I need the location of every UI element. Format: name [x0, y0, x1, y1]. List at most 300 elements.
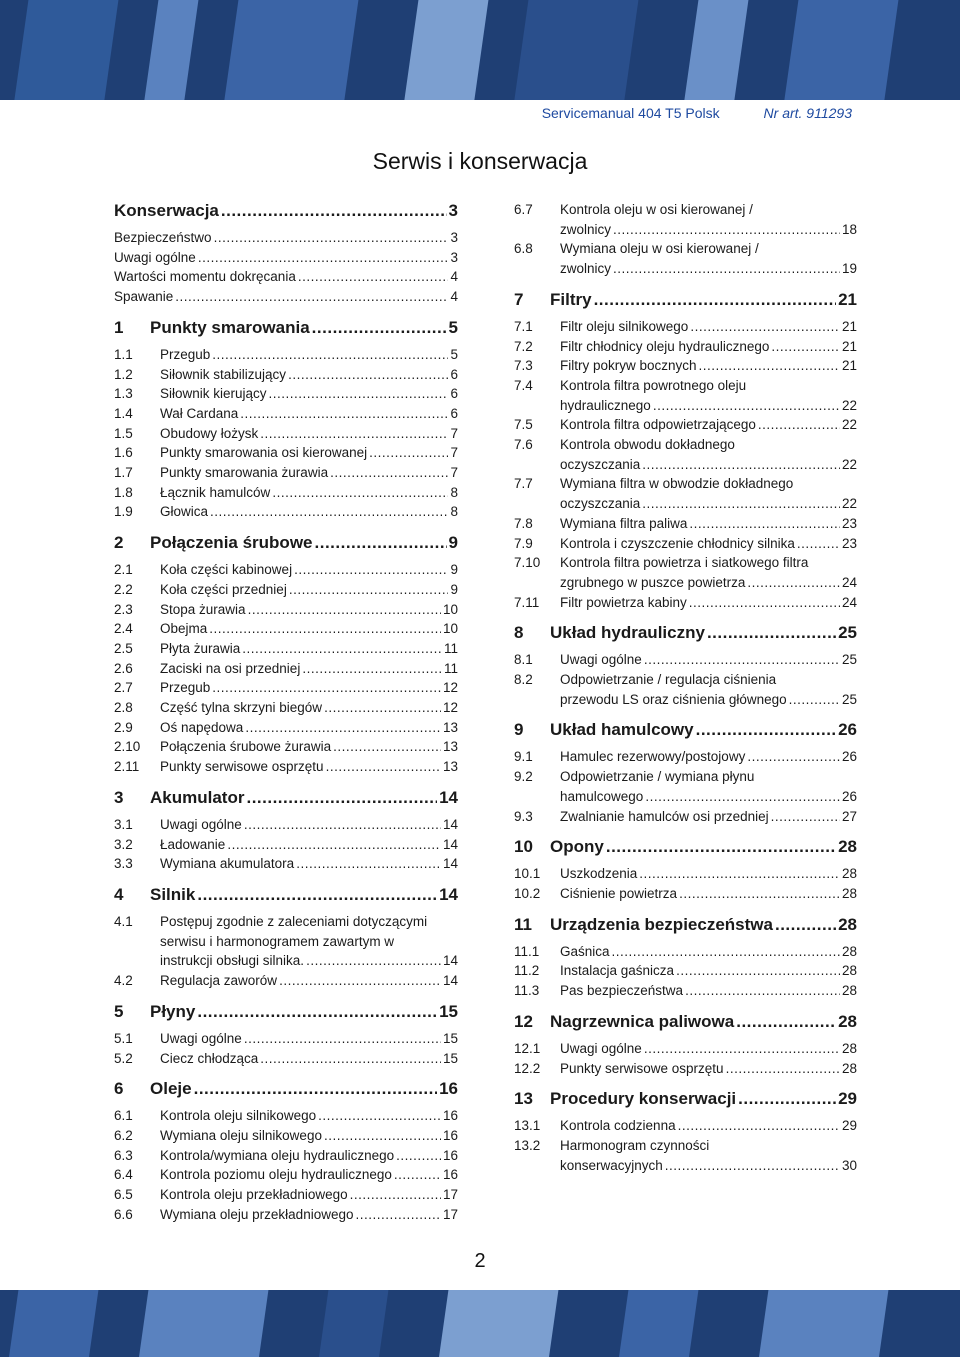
toc-heading[interactable] — [114, 787, 458, 809]
toc-title: Filtry pokryw bocznych — [560, 358, 697, 374]
toc-entry[interactable] — [514, 747, 857, 767]
toc-entry[interactable] — [514, 884, 857, 904]
toc-title: konserwacyjnych — [560, 1157, 663, 1173]
dot-leader — [288, 365, 448, 385]
toc-entry[interactable] — [114, 1049, 458, 1069]
toc-page-number: 14 — [442, 953, 458, 969]
dot-leader — [707, 622, 836, 644]
band-stripe — [0, 1290, 104, 1357]
toc-page-number: 16 — [442, 1108, 458, 1124]
toc-page-number: 28 — [841, 943, 857, 959]
toc-entry[interactable] — [514, 1116, 857, 1136]
band-stripe — [606, 1290, 704, 1357]
toc-entry[interactable] — [514, 1136, 857, 1175]
toc-entry[interactable] — [114, 737, 458, 757]
toc-title: Punkty smarowania osi kierowanej — [160, 445, 368, 461]
toc-title: Zwalnianie hamulców osi przedniej — [560, 808, 769, 824]
toc-number: 2.2 — [114, 581, 133, 597]
toc-page-number: 23 — [841, 535, 857, 551]
toc-number: 6.3 — [114, 1147, 133, 1163]
toc-number: 13.2 — [514, 1137, 541, 1153]
toc-number: 6.1 — [114, 1108, 133, 1124]
toc-entry[interactable] — [114, 1106, 458, 1126]
toc-heading[interactable] — [114, 1078, 458, 1100]
toc-entry[interactable] — [114, 443, 458, 463]
dot-leader — [324, 1126, 441, 1146]
toc-entry[interactable] — [114, 835, 458, 855]
toc-number: 11.3 — [514, 983, 540, 999]
toc-entry[interactable] — [114, 1185, 458, 1205]
toc-heading[interactable] — [514, 622, 857, 644]
dot-leader — [676, 961, 840, 981]
toc-entry[interactable] — [514, 670, 857, 709]
toc-number: 1.3 — [114, 386, 133, 402]
dot-leader — [775, 914, 836, 936]
toc-title-line: serwisu i harmonogramem zawartym w — [160, 933, 395, 949]
toc-title: Uwagi ogólne — [114, 249, 196, 265]
toc-page-number: 24 — [841, 574, 857, 590]
toc-page-number: 12 — [442, 700, 458, 716]
toc-number: 6.4 — [114, 1167, 133, 1183]
toc-page-number: 3 — [450, 230, 458, 245]
toc-title: Przegub — [160, 680, 211, 696]
toc-title: Ciśnienie powietrza — [560, 885, 678, 901]
dot-leader — [396, 1146, 441, 1166]
toc-entry[interactable] — [114, 287, 458, 307]
toc-entry[interactable] — [114, 365, 458, 385]
toc-page-number: 10 — [442, 601, 458, 617]
toc-page-number: 7 — [450, 465, 458, 481]
toc-right-column — [514, 200, 857, 1175]
dot-leader — [269, 384, 449, 404]
band-stripe — [746, 1290, 894, 1357]
toc-entry[interactable] — [514, 376, 857, 415]
toc-page-number: 13 — [442, 719, 458, 735]
toc-title: Płyny — [150, 1001, 196, 1021]
dot-leader — [594, 289, 837, 311]
toc-page-number: 5 — [448, 317, 458, 337]
toc-title: Oleje — [150, 1079, 192, 1099]
toc-entry[interactable] — [514, 239, 857, 278]
toc-entry[interactable] — [114, 912, 458, 971]
toc-number: 2.9 — [114, 719, 133, 735]
dot-leader — [248, 600, 441, 620]
toc-entry[interactable] — [514, 1059, 857, 1079]
toc-page-number: 28 — [841, 1040, 857, 1056]
toc-page-number: 16 — [442, 1147, 458, 1163]
toc-entry[interactable] — [514, 534, 857, 554]
dot-leader — [318, 1106, 441, 1126]
toc-heading[interactable] — [114, 884, 458, 906]
toc-page-number: 21 — [841, 338, 857, 354]
toc-entry[interactable] — [514, 317, 857, 337]
toc-page-number: 28 — [841, 885, 857, 901]
toc-number: 2.3 — [114, 601, 133, 617]
toc-entry[interactable] — [514, 200, 857, 239]
dot-leader — [679, 884, 840, 904]
toc-number: 7.2 — [514, 338, 533, 354]
toc-page-number: 6 — [450, 386, 458, 402]
bottom-decorative-band — [0, 1290, 960, 1357]
toc-title-line: Kontrola obwodu dokładnego — [560, 437, 735, 453]
toc-title: instrukcji obsługi silnika. — [160, 953, 305, 969]
toc-page-number: 14 — [439, 787, 458, 807]
dot-leader — [726, 1059, 840, 1079]
dot-leader — [333, 737, 441, 757]
toc-title: Połączenia śrubowe — [150, 533, 313, 553]
toc-entry[interactable] — [514, 435, 857, 474]
toc-number: 6.7 — [514, 202, 533, 217]
toc-page-number: 16 — [442, 1167, 458, 1183]
toc-title: Uszkodzenia — [560, 866, 638, 882]
toc-entry[interactable] — [514, 981, 857, 1001]
dot-leader — [296, 854, 441, 874]
toc-number: 1.8 — [114, 484, 133, 500]
toc-title: Oś napędowa — [160, 719, 244, 735]
toc-page-number: 25 — [841, 691, 857, 707]
toc-entry[interactable] — [514, 942, 857, 962]
toc-entry[interactable] — [514, 593, 857, 613]
toc-entry[interactable] — [114, 619, 458, 639]
toc-heading[interactable] — [514, 836, 857, 858]
toc-title: Wymiana akumulatora — [160, 856, 295, 872]
toc-title: Kontrola codzienna — [560, 1118, 676, 1134]
toc-page-number: 9 — [450, 562, 458, 578]
toc-number: 7.4 — [514, 377, 533, 393]
toc-title: Nagrzewnica paliwowa — [550, 1011, 735, 1031]
toc-entry[interactable] — [114, 267, 458, 287]
toc-number: 10 — [514, 837, 533, 857]
dot-leader — [690, 317, 840, 337]
dot-leader — [789, 690, 840, 710]
toc-heading[interactable] — [514, 719, 857, 741]
toc-entry[interactable] — [114, 678, 458, 698]
toc-title-line: Postępuj zgodnie z zaleceniami dotyczącymi — [160, 913, 428, 929]
toc-number: 7.3 — [514, 358, 533, 374]
band-stripe — [126, 1290, 274, 1357]
top-decorative-band — [0, 0, 960, 100]
toc-entry[interactable] — [514, 807, 857, 827]
toc-entry[interactable] — [514, 1039, 857, 1059]
toc-entry[interactable] — [114, 854, 458, 874]
dot-leader — [209, 619, 441, 639]
toc-entry[interactable] — [514, 767, 857, 806]
toc-page-number: 21 — [841, 318, 857, 334]
toc-entry[interactable] — [114, 1126, 458, 1146]
dot-leader — [312, 317, 447, 339]
toc-number: 10.2 — [514, 885, 541, 901]
toc-title: Stopa żurawia — [160, 601, 246, 617]
toc-page-number: 23 — [841, 515, 857, 531]
dot-leader — [394, 1165, 441, 1185]
toc-entry[interactable] — [114, 971, 458, 991]
dot-leader — [645, 787, 840, 807]
toc-entry[interactable] — [114, 1146, 458, 1166]
toc-page-number: 4 — [450, 289, 458, 305]
dot-leader — [302, 659, 442, 679]
toc-number: 1.5 — [114, 425, 133, 441]
toc-title-line: Wymiana filtra w obwodzie dokładnego — [560, 476, 794, 492]
toc-title: Łącznik hamulców — [160, 484, 271, 500]
toc-title: Uwagi ogólne — [160, 1030, 242, 1046]
toc-heading[interactable] — [514, 289, 857, 311]
page-number: 2 — [474, 1250, 486, 1272]
toc-title: Filtr powietrza kabiny — [560, 594, 687, 610]
dot-leader — [242, 639, 442, 659]
toc-title: Wymiana oleju silnikowego — [160, 1127, 322, 1143]
document-header — [0, 105, 852, 121]
dot-leader — [644, 650, 840, 670]
toc-title: Opony — [550, 837, 604, 857]
toc-entry[interactable] — [114, 659, 458, 679]
toc-entry[interactable] — [114, 1205, 458, 1225]
band-stripe — [676, 0, 754, 100]
toc-title: Kontrola filtra odpowietrzającego — [560, 417, 756, 433]
toc-entry[interactable] — [114, 560, 458, 580]
toc-entry[interactable] — [114, 424, 458, 444]
toc-page-number: 28 — [841, 866, 857, 882]
toc-number: 5.1 — [114, 1030, 133, 1046]
toc-entry[interactable] — [514, 961, 857, 981]
toc-page-number: 14 — [442, 836, 458, 852]
dot-leader — [771, 807, 840, 827]
toc-number: 9.2 — [514, 769, 533, 785]
toc-title: Punkty serwisowe osprzętu — [160, 759, 324, 775]
toc-entry[interactable] — [514, 474, 857, 513]
dot-leader — [653, 396, 840, 416]
toc-page-number: 26 — [841, 749, 857, 765]
toc-title: Płyta żurawia — [160, 640, 241, 656]
dot-leader — [685, 981, 840, 1001]
toc-page-number: 14 — [442, 973, 458, 989]
toc-title: Hamulec rezerwowy/postojowy — [560, 749, 746, 765]
toc-title: Filtry — [550, 289, 592, 309]
toc-number: 1.6 — [114, 445, 133, 461]
dot-leader — [214, 228, 449, 248]
toc-page-number: 11 — [443, 660, 458, 676]
toc-heading[interactable] — [114, 1001, 458, 1023]
toc-title: Uwagi ogólne — [560, 1040, 642, 1056]
toc-title: Uwagi ogólne — [160, 816, 242, 832]
toc-left-column — [114, 200, 458, 1224]
toc-entry[interactable] — [514, 356, 857, 376]
toc-heading[interactable] — [114, 532, 458, 554]
toc-number: 2.7 — [114, 680, 133, 696]
dot-leader — [198, 248, 449, 268]
toc-page-number: 16 — [439, 1079, 458, 1099]
toc-number: 11.1 — [514, 943, 540, 959]
band-stripe — [776, 0, 904, 100]
toc-number: 7.1 — [514, 318, 533, 334]
dot-leader — [642, 455, 840, 475]
toc-entry[interactable] — [114, 463, 458, 483]
toc-page-number: 7 — [450, 425, 458, 441]
toc-entry[interactable] — [114, 580, 458, 600]
toc-entry[interactable] — [114, 345, 458, 365]
toc-title-line: Kontrola filtra powrotnego oleju — [560, 377, 747, 393]
toc-page-number: 17 — [442, 1187, 458, 1203]
toc-number: 6.2 — [114, 1127, 133, 1143]
toc-title-line: Wymiana oleju w osi kierowanej / — [560, 241, 759, 257]
dot-leader — [696, 719, 836, 741]
toc-number: 7.11 — [514, 594, 540, 610]
dot-leader — [689, 514, 840, 534]
toc-title: Przegub — [160, 346, 211, 362]
toc-title: Kontrola i czyszczenie chłodnicy silnika — [560, 535, 795, 551]
toc-number: 2.1 — [114, 562, 133, 578]
band-stripe — [216, 0, 364, 100]
toc-entry[interactable] — [114, 1029, 458, 1049]
toc-page-number: 14 — [439, 884, 458, 904]
toc-number: 7.8 — [514, 515, 533, 531]
toc-number: 3.1 — [114, 816, 133, 832]
toc-title: Zaciski na osi przedniej — [160, 660, 301, 676]
dot-leader — [246, 787, 437, 809]
toc-page-number: 28 — [838, 914, 857, 934]
toc-number: 11.2 — [514, 963, 540, 979]
dot-leader — [747, 573, 840, 593]
dot-leader — [324, 698, 441, 718]
toc-title: Filtr oleju silnikowego — [560, 318, 689, 334]
toc-page-number: 22 — [841, 496, 857, 512]
toc-entry[interactable] — [114, 404, 458, 424]
toc-title: hamulcowego — [560, 788, 644, 804]
toc-entry[interactable] — [514, 415, 857, 435]
toc-title-line: Kontrola oleju w osi kierowanej / — [560, 202, 753, 217]
toc-heading[interactable] — [114, 200, 458, 222]
toc-heading[interactable] — [514, 1011, 857, 1033]
toc-page-number: 9 — [448, 533, 458, 553]
toc-page-number: 11 — [443, 640, 458, 656]
toc-page-number: 13 — [442, 739, 458, 755]
dot-leader — [244, 815, 441, 835]
dot-leader — [279, 971, 441, 991]
dot-leader — [350, 1185, 441, 1205]
dot-leader — [355, 1205, 440, 1225]
dot-leader — [736, 1011, 836, 1033]
dot-leader — [197, 884, 437, 906]
toc-title-line: Harmonogram czynności — [560, 1137, 710, 1153]
toc-number: 8.1 — [514, 652, 533, 668]
toc-entry[interactable] — [114, 639, 458, 659]
toc-entry[interactable] — [514, 514, 857, 534]
dot-leader — [227, 835, 441, 855]
toc-number: 12.2 — [514, 1060, 541, 1076]
toc-number: 3 — [114, 787, 124, 807]
toc-title: Pas bezpieczeństwa — [560, 983, 684, 999]
band-stripe — [136, 0, 204, 100]
toc-page-number: 28 — [838, 837, 857, 857]
toc-page-number: 16 — [442, 1127, 458, 1143]
toc-page-number: 25 — [841, 652, 857, 668]
toc-number: 4 — [114, 884, 124, 904]
toc-number: 3.2 — [114, 836, 133, 852]
band-stripe — [506, 0, 644, 100]
dot-leader — [194, 1078, 437, 1100]
toc-entry[interactable] — [114, 600, 458, 620]
toc-page-number: 15 — [439, 1001, 458, 1021]
toc-entry[interactable] — [114, 483, 458, 503]
dot-leader — [272, 483, 448, 503]
toc-page-number: 15 — [442, 1030, 458, 1046]
toc-title: Połączenia śrubowe żurawia — [160, 739, 332, 755]
dot-leader — [326, 757, 441, 777]
toc-title: Uwagi ogólne — [560, 652, 642, 668]
toc-number: 2.5 — [114, 640, 133, 656]
dot-leader — [221, 200, 447, 222]
dot-leader — [613, 259, 840, 279]
toc-entry[interactable] — [514, 553, 857, 592]
toc-number: 8.2 — [514, 672, 533, 688]
toc-page-number: 15 — [442, 1050, 458, 1066]
toc-entry[interactable] — [114, 698, 458, 718]
toc-title: Spawanie — [114, 289, 174, 305]
dot-leader — [197, 1001, 437, 1023]
toc-entry[interactable] — [114, 757, 458, 777]
toc-entry[interactable] — [114, 228, 458, 248]
toc-title: Wartości momentu dokręcania — [114, 269, 296, 285]
toc-title: Gaśnica — [560, 943, 610, 959]
toc-number: 9.1 — [514, 749, 533, 765]
toc-page-number: 12 — [442, 680, 458, 696]
toc-page-number: 14 — [442, 816, 458, 832]
dot-leader — [665, 1156, 840, 1176]
toc-title: Koła części kabinowej — [160, 562, 293, 578]
toc-title: Kontrola/wymiana oleju hydraulicznego — [160, 1147, 395, 1163]
toc-page-number: 26 — [841, 788, 857, 804]
toc-number: 2.4 — [114, 621, 133, 637]
toc-title: zgrubnego w puszce powietrza — [560, 574, 746, 590]
toc-number: 7.10 — [514, 555, 541, 571]
toc-entry[interactable] — [114, 815, 458, 835]
dot-leader — [260, 1049, 441, 1069]
dot-leader — [294, 560, 448, 580]
toc-title: Siłownik stabilizujący — [160, 366, 287, 382]
toc-number: 1.2 — [114, 366, 133, 382]
page-title: Serwis i konserwacja — [372, 148, 588, 174]
toc-page-number: 22 — [841, 397, 857, 413]
toc-title: Punkty serwisowe osprzętu — [560, 1060, 724, 1076]
toc-entry[interactable] — [114, 718, 458, 738]
toc-heading[interactable] — [514, 914, 857, 936]
toc-entry[interactable] — [514, 864, 857, 884]
toc-entry[interactable] — [114, 384, 458, 404]
dot-leader — [245, 718, 441, 738]
toc-page-number: 28 — [841, 1060, 857, 1076]
toc-entry[interactable] — [114, 248, 458, 268]
dot-leader — [797, 534, 840, 554]
toc-number: 6.5 — [114, 1187, 133, 1203]
toc-heading[interactable] — [114, 317, 458, 339]
toc-entry[interactable] — [114, 502, 458, 522]
toc-number: 2 — [114, 533, 124, 553]
toc-number: 7.9 — [514, 535, 533, 551]
toc-number: 2.10 — [114, 739, 141, 755]
toc-title: Silnik — [150, 884, 196, 904]
toc-page-number: 6 — [450, 366, 458, 382]
toc-number: 11 — [514, 914, 532, 934]
toc-heading[interactable] — [514, 1088, 857, 1110]
toc-entry[interactable] — [514, 650, 857, 670]
toc-page-number: 6 — [450, 405, 458, 421]
toc-entry[interactable] — [114, 1165, 458, 1185]
band-stripe — [306, 1290, 394, 1357]
toc-title-line: Odpowietrzanie / regulacja ciśnienia — [560, 672, 777, 688]
dot-leader — [260, 424, 448, 444]
toc-title: Instalacja gaśnicza — [560, 963, 675, 979]
toc-entry[interactable] — [514, 337, 857, 357]
dot-leader — [606, 836, 836, 858]
